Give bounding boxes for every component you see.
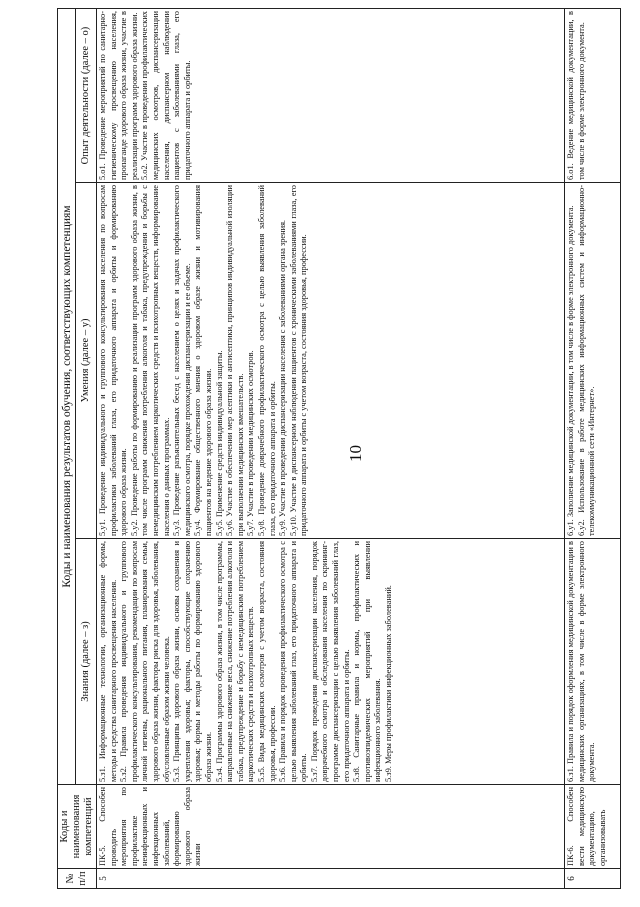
header-experience: Опыт деятельности (далее – о) xyxy=(76,9,97,183)
header-results: Коды и наименования результатов обучения, соответствующих компетенциям xyxy=(58,9,76,785)
competency-code: ПК-6. Способен вести медицинскую документацию, организовывать xyxy=(565,785,621,869)
knowledge-item: 5.з3. Принципы здорового образа жизни, основы сохранения и укрепления здоровья; факторы, способствующие сохранению здоровья; формы и методы работы по формированию здорового образа жизни. xyxy=(172,541,213,782)
knowledge-item: 5.з1. Информационные технологии, организационные формы, методы и средства санитарного просвещения населения. xyxy=(98,541,118,782)
page-number: 10 xyxy=(346,445,365,462)
knowledge-item: 5.з6. Правила и порядок проведения профилактического осмотра с целью выявления заболеваний глаз, его придаточного аппарата и орбиты. xyxy=(278,541,309,782)
header-row-2 xyxy=(76,9,97,889)
header-num: № п/п xyxy=(58,869,97,889)
experience-item: 6.о1. Ведение медицинской документации, в том числе в форме электронного документа. xyxy=(566,11,586,180)
skill-item: 5.у10. Участие в диспансерном наблюдении пациентов с хроническими заболеваниями глаза, его придаточного аппарата и орбиты с учетом возраста, состояния здоровья, профессии. xyxy=(288,185,309,536)
skill-item: 5.у4. Формирование общественного мнения о здоровом образе жизни и мотивирования пациентов на ведение здорового образа жизни. xyxy=(193,185,213,536)
experience-item: 5.о2. Участие в проведении профилактических медицинских осмотров, диспансеризации населения, диспансерном наблюдении пациентов с заболеваниями глаза, его придаточного аппарата и орбиты. xyxy=(140,11,192,180)
table-row xyxy=(565,9,621,889)
header-row-1 xyxy=(58,9,76,889)
skill-item: 5.у3. Проведение разъяснительных бесед с населением о целях и задачах профилактического медицинского осмотра, порядке прохождения диспансеризации и ее объеме. xyxy=(172,185,192,536)
row-number: 5 xyxy=(97,869,565,889)
header-knowledge: Знания (далее – з) xyxy=(76,539,97,785)
skill-item: 6.у2. Использование в работе медицинских информационных систем и информационно-телекоммуникационной сети «Интернет». xyxy=(576,185,597,536)
knowledge-cell xyxy=(565,539,621,785)
knowledge-item: 5.з7. Порядок проведения диспансеризации населения, порядок доврачебного осмотра и обследования населения по скрининг-программе диспансеризации с целью выявления заболеваний глаз, его придаточного аппарата и орбиты. xyxy=(309,541,351,782)
competency-table xyxy=(57,8,621,889)
skills-cell xyxy=(565,183,621,539)
skill-item: 5.у7. Участие в проведении медицинских осмотров. xyxy=(246,350,256,536)
skill-item: 6.у1. Заполнение медицинской документации, в том числе в форме электронного документа. xyxy=(566,205,575,536)
table-row xyxy=(97,9,565,889)
skills-cell xyxy=(97,183,565,539)
skill-item: 5.у8. Проведение доврачебного профилактического осмотра с целью выявления заболеваний глаза, его придаточного аппарата и орбиты. xyxy=(256,185,277,536)
experience-item: 5.о1. Проведение мероприятий по санитарно-гигиеническому просвещению населения, пропаганде здорового образа жизни, участие в реализации программ здорового образа жизни. xyxy=(98,11,139,180)
skill-item: 5.у2. Проведение работы по формированию и реализации программ здорового образа жизни, в том числе программ снижения потребления алкоголя и табака, предупреждения и борьбы с немедицинским потреблением наркотических средств и психотропных веществ, информирование населения о данных программах. xyxy=(129,185,171,536)
knowledge-item: 5.з8. Санитарные правила и нормы, профилактических и противоэпидемических мероприятий при выявлении инфекционного заболевания. xyxy=(352,541,383,782)
experience-cell xyxy=(565,9,621,183)
skill-item: 5.у1. Проведение индивидуального и группового консультирования населения по вопросам профилактики заболеваний глаза, его придаточного аппарата и орбиты и формированию здорового образа жизни. xyxy=(98,185,129,536)
knowledge-cell xyxy=(97,539,565,785)
header-skills: Умения (далее – у) xyxy=(76,183,97,539)
knowledge-item: 5.з4. Программы здорового образа жизни, в том числе программы, направленные на снижение веса, снижение потребления алкоголя и табака, предупреждение и борьбу с немедицинским потреблением наркотических средств и психотропных веществ. xyxy=(214,541,256,782)
experience-cell xyxy=(97,9,565,183)
knowledge-item: 5.з2. Правила проведения индивидуального и группового профилактического консультирования, рекомендации по вопросам личной гигиены, рационального питания, планирования семьи, здорового образа жизни, факторы риска для здоровья, заболевания, обусловленные образом жизни человека. xyxy=(119,541,171,782)
competency-code: ПК-5. Способен проводить мероприятия по профилактике неинфекционных и инфекционных заболеваний, формированию здорового образа жизни xyxy=(97,785,565,869)
knowledge-item: 6.з1. Правила и порядок оформления медицинской документации в медицинских организациях, в том числе в форме электронного документа. xyxy=(566,541,597,782)
skill-item: 5.у9. Участие в проведении диспансеризации населения с заболеваниями органа зрения. xyxy=(278,219,288,536)
skill-item: 5.у6. Участие в обеспечении мер асептики и антисептики, принципов индивидуальной изоляции при выполнении медицинских вмешательств. xyxy=(225,185,245,536)
knowledge-item: 5.з5. Виды медицинских осмотров с учетом возраста, состояния здоровья, профессии. xyxy=(256,541,277,782)
knowledge-item: 5.з9. Меры профилактики инфекционных заболеваний. xyxy=(384,585,394,782)
header-codes: Коды и наименования компетенций xyxy=(58,785,97,869)
row-number: 6 xyxy=(565,869,621,889)
skill-item: 5.у5. Применение средств индивидуальной защиты. xyxy=(214,350,224,536)
